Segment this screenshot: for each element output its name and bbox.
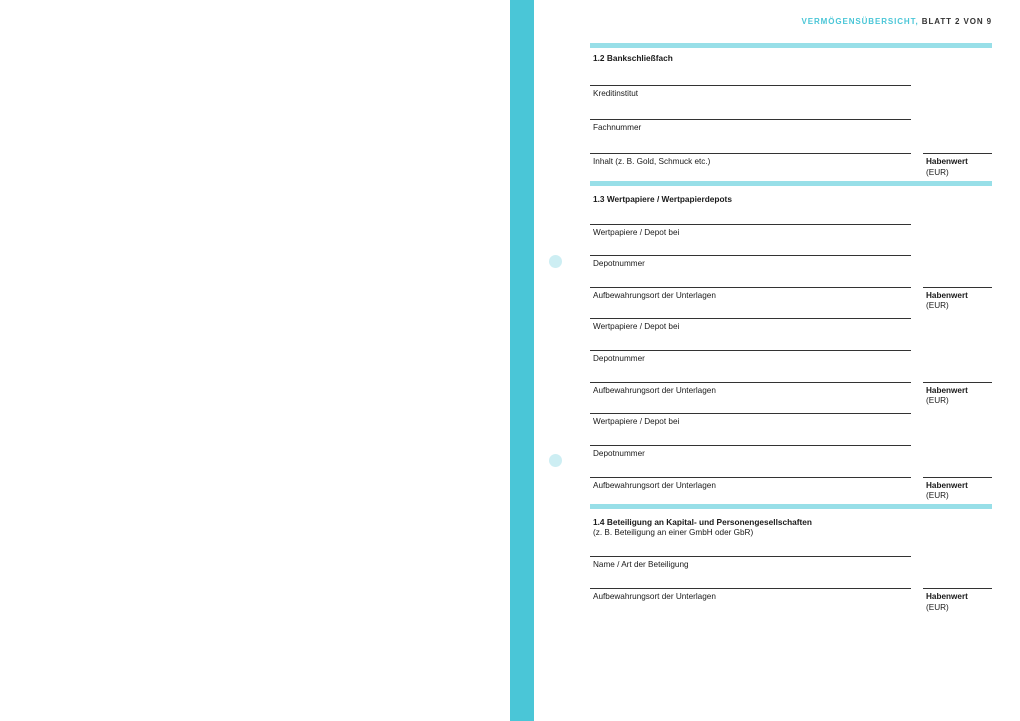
section-band-bank (590, 43, 992, 48)
label-storage-3: Aufbewahrungsort der Unterlagen (593, 481, 716, 490)
value-unit-holding: (EUR) (926, 603, 949, 612)
field-line-box-content[interactable] (590, 153, 911, 154)
field-line-depot-number-1[interactable] (590, 255, 911, 256)
field-line-depot-number-3[interactable] (590, 445, 911, 446)
label-depot-number-2: Depotnummer (593, 354, 645, 363)
section-band-securities (590, 181, 992, 186)
label-holding-name: Name / Art der Beteiligung (593, 560, 689, 569)
value-line-holding[interactable] (923, 588, 992, 589)
value-line-depot-3[interactable] (923, 477, 992, 478)
value-line-depot-2[interactable] (923, 382, 992, 383)
value-line-depot-1[interactable] (923, 287, 992, 288)
label-institute: Kreditinstitut (593, 89, 639, 98)
field-line-storage-1[interactable] (590, 287, 911, 288)
field-line-depot-number-2[interactable] (590, 350, 911, 351)
label-box-number: Fachnummer (593, 123, 642, 132)
value-unit-depot-3: (EUR) (926, 491, 949, 500)
value-label-depot-3: Habenwert (926, 481, 968, 490)
value-unit-depot-1: (EUR) (926, 301, 949, 310)
label-depot-1: Wertpapiere / Depot bei (593, 228, 680, 237)
value-unit-depot-2: (EUR) (926, 396, 949, 405)
field-line-holding-name[interactable] (590, 556, 911, 557)
field-line-depot-1[interactable] (590, 224, 911, 225)
field-line-storage-3[interactable] (590, 477, 911, 478)
field-line-box-number[interactable] (590, 119, 911, 120)
label-storage-2: Aufbewahrungsort der Unterlagen (593, 386, 716, 395)
value-line-box-content[interactable] (923, 153, 992, 154)
section-title-holdings: 1.4 Beteiligung an Kapital- und Personengesellschaften (593, 517, 812, 527)
binder-spine (510, 0, 534, 721)
field-line-depot-3[interactable] (590, 413, 911, 414)
section-title-bank: 1.2 Bankschließfach (593, 53, 673, 63)
document-name: VERMÖGENSÜBERSICHT, (801, 17, 919, 26)
label-storage-1: Aufbewahrungsort der Unterlagen (593, 291, 716, 300)
label-depot-3: Wertpapiere / Depot bei (593, 417, 680, 426)
value-label-holding: Habenwert (926, 592, 968, 601)
field-line-holding-storage[interactable] (590, 588, 911, 589)
label-depot-2: Wertpapiere / Depot bei (593, 322, 680, 331)
sheet-number: BLATT 2 VON 9 (921, 17, 992, 26)
field-line-institute[interactable] (590, 85, 911, 86)
label-holding-storage: Aufbewahrungsort der Unterlagen (593, 592, 716, 601)
field-line-depot-2[interactable] (590, 318, 911, 319)
label-depot-number-3: Depotnummer (593, 449, 645, 458)
value-unit-box-content: (EUR) (926, 168, 949, 177)
punch-hole-top (549, 255, 562, 268)
label-box-content: Inhalt (z. B. Gold, Schmuck etc.) (593, 157, 711, 166)
section-band-holdings (590, 504, 992, 509)
value-label-depot-2: Habenwert (926, 386, 968, 395)
value-label-box-content: Habenwert (926, 157, 968, 166)
value-label-depot-1: Habenwert (926, 291, 968, 300)
section-title-securities: 1.3 Wertpapiere / Wertpapierdepots (593, 194, 732, 204)
field-line-storage-2[interactable] (590, 382, 911, 383)
label-depot-number-1: Depotnummer (593, 259, 645, 268)
section-subtitle-holdings: (z. B. Beteiligung an einer GmbH oder GbR) (593, 528, 754, 537)
page-header (802, 17, 992, 26)
punch-hole-bottom (549, 454, 562, 467)
